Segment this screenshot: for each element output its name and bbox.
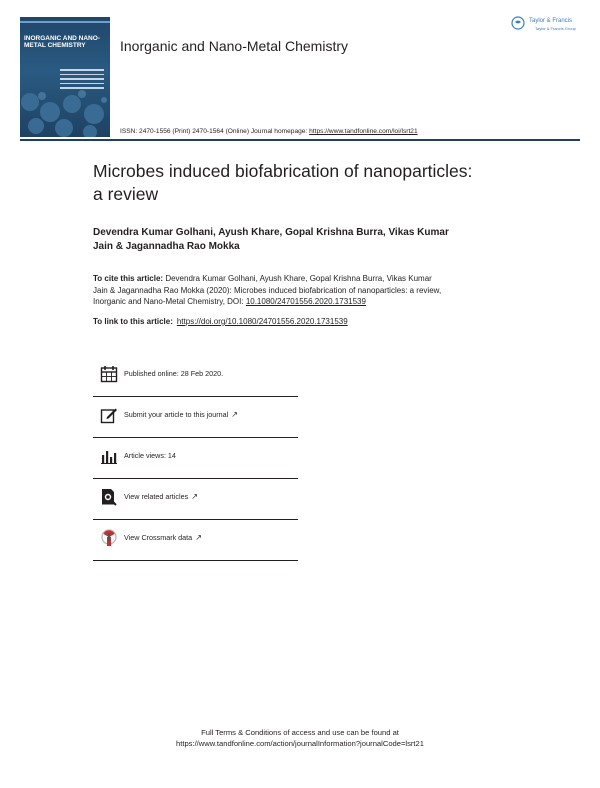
- meta-divider: [93, 478, 298, 479]
- taylor-francis-logo-icon[interactable]: [511, 16, 583, 34]
- views-row: [93, 441, 298, 469]
- issn-text: ISSN: 2470-1556 (Print) 2470-1564 (Online) Journal homepage:: [120, 128, 310, 135]
- journal-homepage-link[interactable]: https://www.tandfonline.com/loi/lsrt21: [309, 128, 418, 135]
- doi-link[interactable]: 10.1080/24701556.2020.1731539: [245, 297, 366, 307]
- footer: [0, 727, 600, 749]
- cover-decoration: [20, 82, 110, 137]
- external-link-icon: ↗: [195, 533, 202, 542]
- citation-block: [93, 273, 518, 308]
- cover-band: [20, 21, 110, 23]
- published-date: Published online: 28 Feb 2020.: [124, 369, 224, 378]
- cite-text: Jain & Jagannadha Rao Mokka (2020): Microbes induced biofabrication of nanoparticles: a review,: [93, 285, 442, 295]
- cite-text: Inorganic and Nano-Metal Chemistry, DOI:: [93, 297, 246, 307]
- authors: [93, 226, 513, 254]
- submit-label: Submit your article to this journal: [124, 410, 229, 419]
- authors-line: Devendra Kumar Golhani, Ayush Khare, Gopal Krishna Burra, Vikas Kumar: [93, 227, 449, 238]
- search-document-icon: [100, 488, 118, 506]
- meta-divider: [93, 437, 298, 438]
- submit-row[interactable]: [93, 400, 298, 428]
- article-title-line: a review: [93, 184, 159, 204]
- meta-divider: [93, 519, 298, 520]
- publisher-subname: Taylor & Francis Group: [535, 26, 576, 31]
- article-views: Article views: 14: [124, 451, 176, 460]
- journal-title[interactable]: Inorganic and Nano-Metal Chemistry: [120, 38, 348, 54]
- crossmark-link[interactable]: [124, 533, 202, 542]
- calendar-icon: [100, 365, 118, 383]
- publisher-name: Taylor & Francis: [529, 18, 573, 24]
- crossmark-row[interactable]: [93, 523, 298, 551]
- published-row: [93, 359, 298, 387]
- article-link[interactable]: https://doi.org/10.1080/24701556.2020.1731539: [176, 317, 348, 326]
- cite-text: Devendra Kumar Golhani, Ayush Khare, Gopal Krishna Burra, Vikas Kumar: [163, 274, 432, 283]
- article-link-line: [93, 317, 518, 326]
- related-row[interactable]: [93, 482, 298, 510]
- link-label: To link to this article:: [93, 317, 173, 326]
- meta-divider: [93, 560, 298, 561]
- cover-journal-title: INORGANIC AND NANO-METAL CHEMISTRY: [24, 35, 100, 49]
- article-title-line: Microbes induced biofabrication of nanoparticles:: [93, 161, 473, 181]
- related-label: View related articles: [124, 492, 189, 501]
- authors-line: Jain & Jagannadha Rao Mokka: [93, 241, 240, 252]
- crossmark-label: View Crossmark data: [124, 533, 193, 542]
- journal-cover-image: [20, 17, 110, 137]
- article-title: [93, 160, 553, 206]
- header-divider: [20, 139, 580, 141]
- footer-terms-link[interactable]: https://www.tandfonline.com/action/journalInformation?journalCode=lsrt21: [176, 739, 424, 748]
- meta-divider: [93, 396, 298, 397]
- footer-line: Full Terms & Conditions of access and use can be found at: [201, 728, 399, 737]
- bar-chart-icon: [100, 447, 118, 465]
- submit-article-link[interactable]: [124, 410, 238, 419]
- crossmark-icon: [100, 529, 118, 547]
- external-link-icon: ↗: [191, 492, 198, 501]
- external-link-icon: ↗: [231, 410, 238, 419]
- related-articles-link[interactable]: [124, 492, 198, 501]
- cite-label: To cite this article:: [93, 274, 164, 283]
- edit-icon: [100, 406, 118, 424]
- issn-line: [120, 128, 418, 135]
